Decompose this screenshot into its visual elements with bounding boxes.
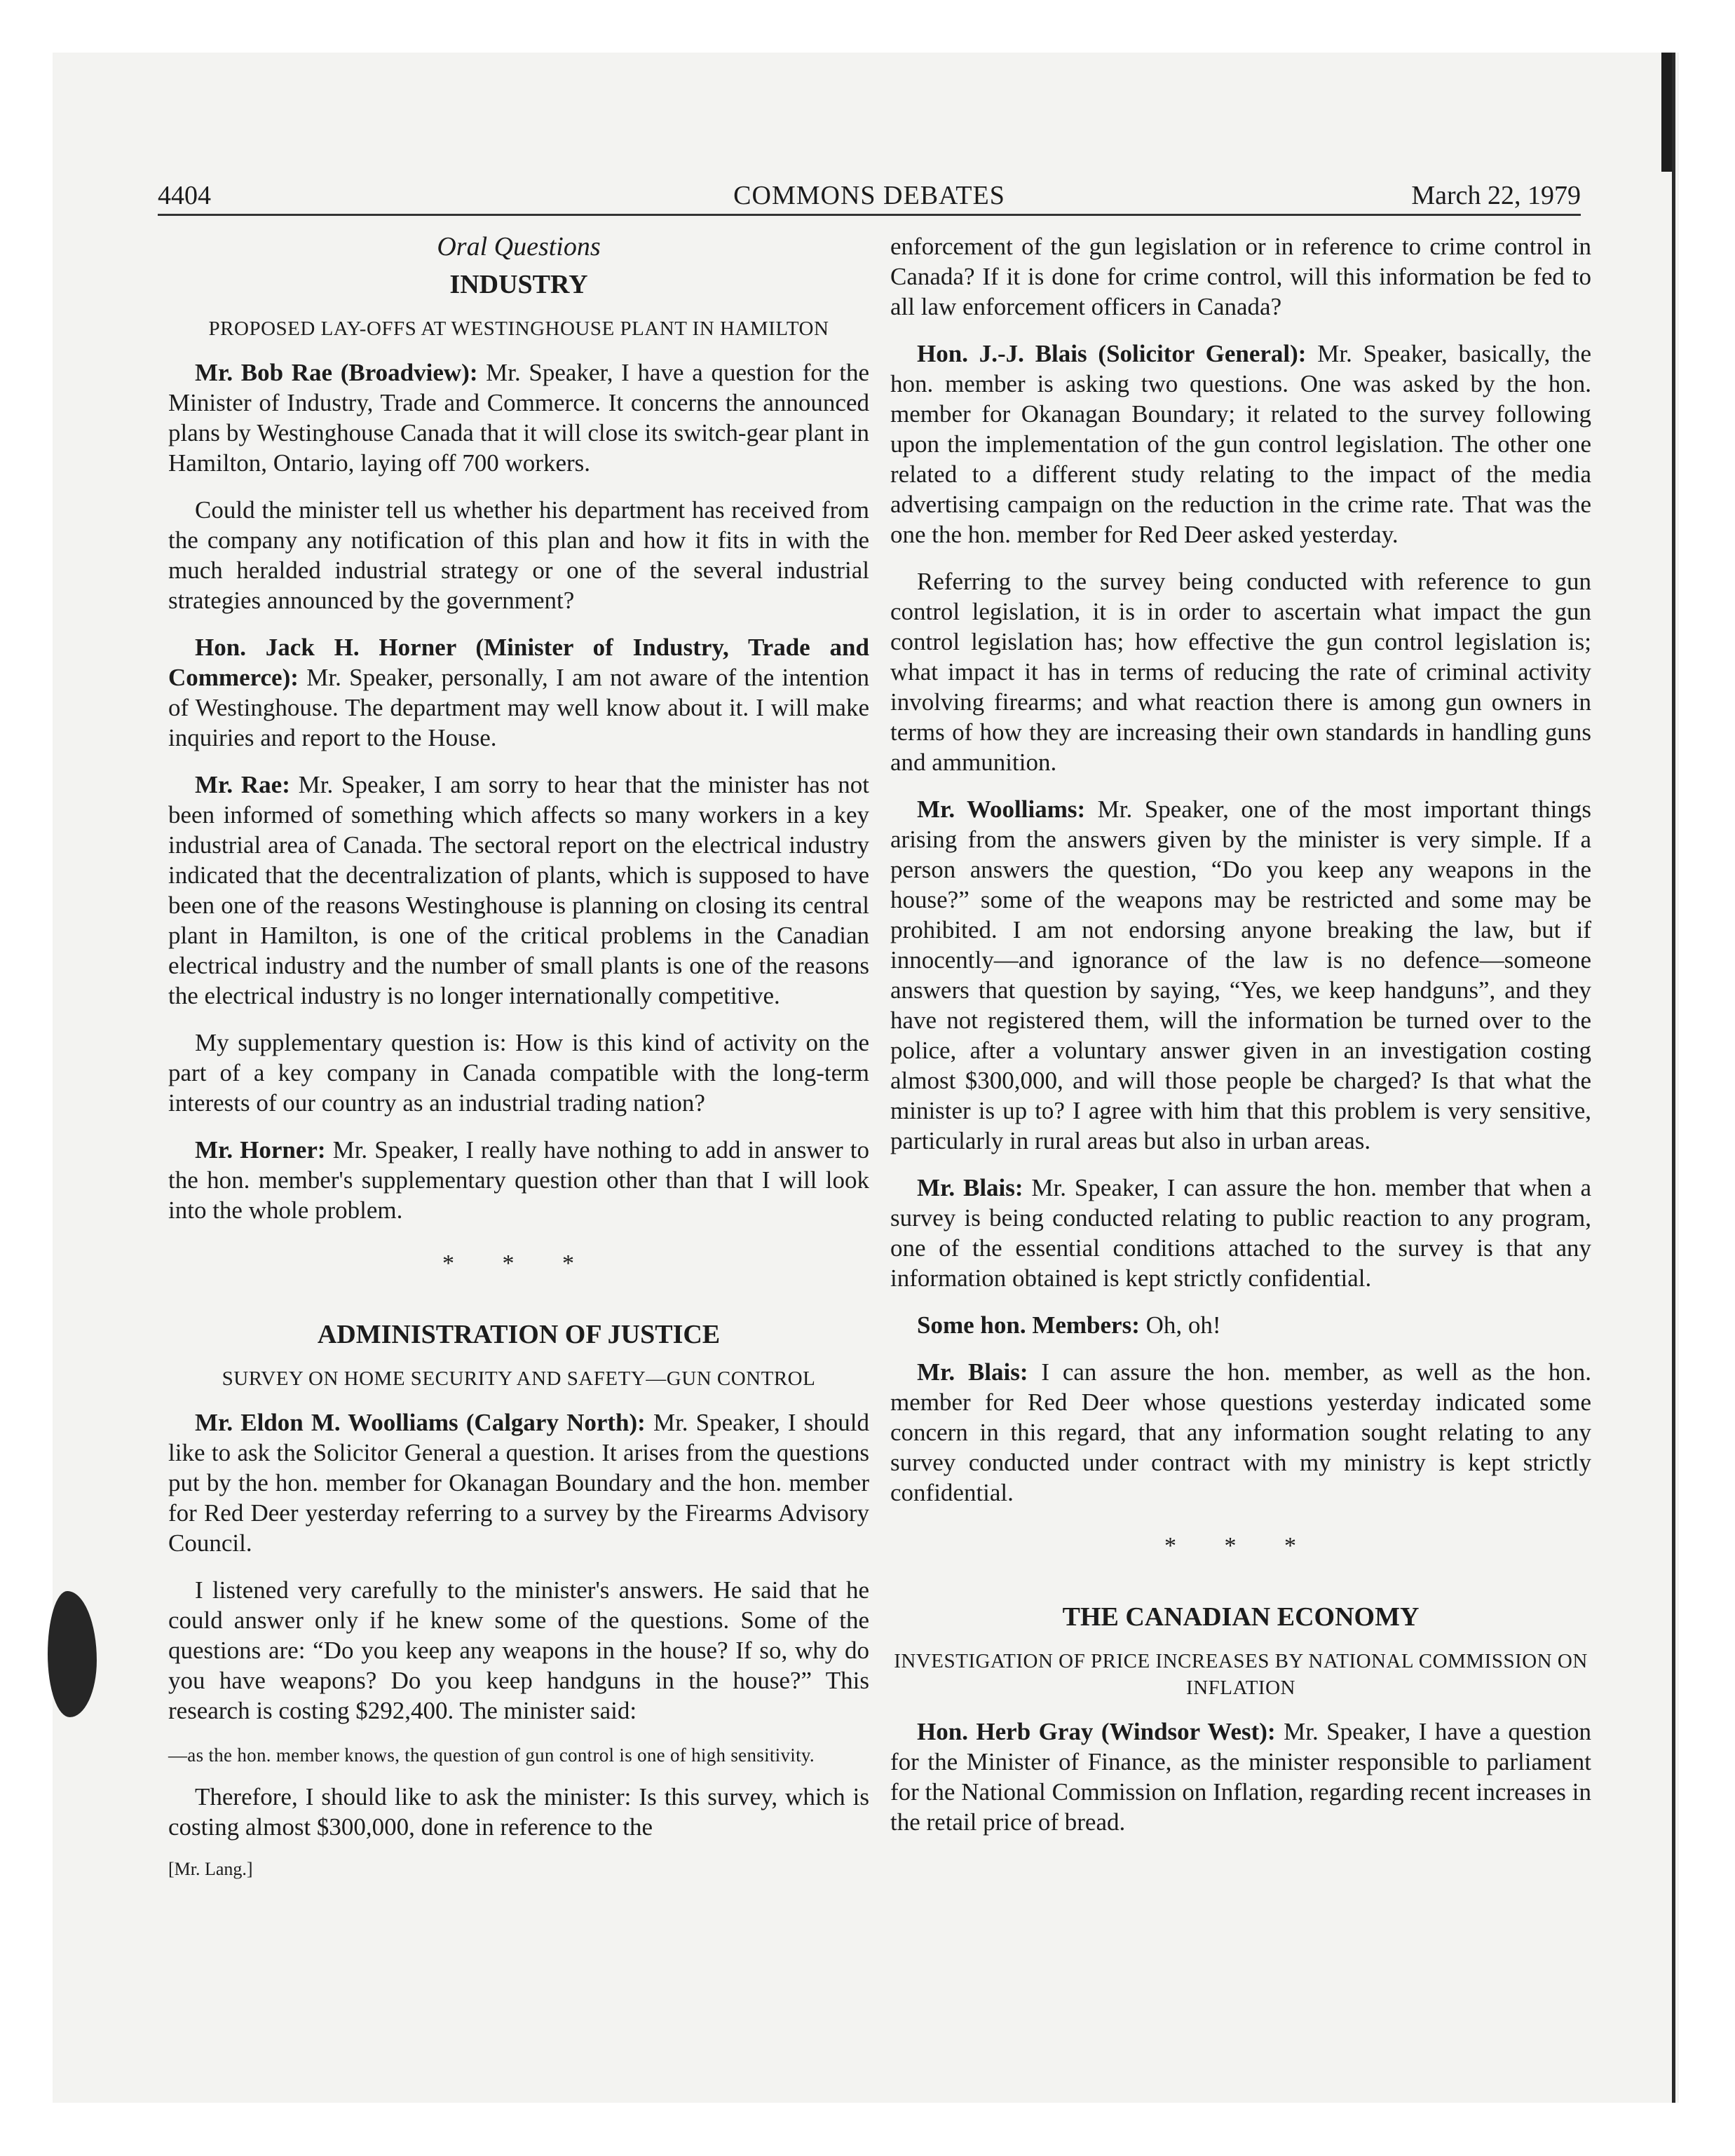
publication-title: COMMONS DEBATES bbox=[733, 181, 1005, 210]
paragraph: Referring to the survey being conducted with reference to gun control legislation, it is in order to ascertain what impact the gun control legislation has; how effective the gun control legislation is; what impact it has in terms of reducing the rate of criminal activity involving firearms; and what reaction there is among gun owners in terms of how they are increasing their own standards in handling guns and ammunition. bbox=[890, 568, 1591, 776]
speech-text: Mr. Speaker, I have a question for the Minister of Finance, as the minister responsible to parliament for the National Commission on Inflation, regarding recent increases in the retail price of bread. bbox=[890, 1718, 1592, 1836]
speech-horner-2 bbox=[168, 1135, 869, 1225]
speech-text: Mr. Speaker, I really have nothing to add in answer to the hon. member's supplementary question other than that I will look into the whole problem. bbox=[168, 1136, 870, 1224]
speaker-name: Mr. Woolliams: bbox=[917, 796, 1086, 823]
speech-text: I can assure the hon. member, as well as the hon. member for Red Deer whose questions yesterday indicated some concern in this regard, that any information sought relating to any survey conducted under contract with my ministry is kept strictly confidential. bbox=[890, 1358, 1591, 1506]
speaker-name: Mr. Horner: bbox=[195, 1136, 326, 1164]
speech-text: Oh, oh! bbox=[1139, 1311, 1221, 1339]
speech-blais-2 bbox=[890, 1173, 1591, 1293]
speaker-name: Hon. Herb Gray (Windsor West): bbox=[917, 1718, 1276, 1745]
block-quote: —as the hon. member knows, the question of gun control is one of high sensitivity. bbox=[168, 1745, 815, 1766]
subheading-layoffs: PROPOSED LAY-OFFS AT WESTINGHOUSE PLANT IN HAMILTON bbox=[208, 318, 829, 340]
section-separator: * * * bbox=[1164, 1533, 1317, 1559]
speech-woolliams-1 bbox=[168, 1407, 869, 1558]
section-heading-industry: INDUSTRY bbox=[449, 270, 588, 299]
speaker-attribution: [Mr. Lang.] bbox=[168, 1859, 253, 1879]
speech-woolliams-2 bbox=[890, 794, 1591, 1156]
speech-rae-2 bbox=[168, 770, 869, 1011]
paragraph: I listened very carefully to the minister's answers. He said that he could answer only if he knew some of the questions. Some of the questions are: “Do you keep any weapons in the house? If so, why do you have weapons? Do you keep handguns in the house?” This research is costing $292,400. The minister said: bbox=[168, 1576, 869, 1724]
scan-edge-line bbox=[1672, 53, 1675, 2103]
speech-text: Mr. Speaker, personally, I am not aware of the intention of Westinghouse. The department may well know about it. I will make inquiries and report to the House. bbox=[168, 664, 869, 751]
speech-gray bbox=[890, 1717, 1591, 1837]
speech-text: Mr. Speaker, I am sorry to hear that the minister has not been informed of something which affects so many workers in a key industrial area of Canada. The sectoral report on the electrical industry indicated that the decentralization of plants, which is supposed to have been one of the reasons Westinghouse is planning on closing its central plant in Hamilton, is one of the critical problems in the Canadian electrical industry and the number of small plants is one of the reasons the electrical industry is no longer internationally competitive. bbox=[168, 771, 869, 1009]
speaker-name: Mr. Blais: bbox=[917, 1358, 1028, 1386]
speech-text: Mr. Speaker, I can assure the hon. member that when a survey is being conducted relating to public reaction to any program, one of the essential conditions attached to the survey is that any information obtained is kept strictly confidential. bbox=[890, 1174, 1591, 1292]
paragraph: Therefore, I should like to ask the minister: Is this survey, which is costing almost $300,000, done in reference to the bbox=[168, 1783, 869, 1841]
subheading-gun-control: SURVEY ON HOME SECURITY AND SAFETY—GUN CONTROL bbox=[222, 1367, 816, 1390]
subheading-inflation: INVESTIGATION OF PRICE INCREASES BY NATIONAL COMMISSION ON INFLATION bbox=[894, 1650, 1588, 1699]
paragraph-continued: enforcement of the gun legislation or in reference to crime control in Canada? If it is done for crime control, will this information be fed to all law enforcement officers in Canada? bbox=[890, 233, 1591, 320]
speech-text: Mr. Speaker, basically, the hon. member is asking two questions. One was asked by the hon. member for Okanagan Boundary; it related to the survey following upon the implementation of the gun control legislation. The other one related to a different study relating to the impact of the media advertising campaign on the reduction in the crime rate. That was the one the hon. member for Red Deer asked yesterday. bbox=[890, 340, 1591, 548]
speech-members bbox=[890, 1310, 1591, 1340]
page-number: 4404 bbox=[158, 181, 211, 210]
right-column bbox=[890, 231, 1591, 1854]
page-date: March 22, 1979 bbox=[1411, 181, 1581, 210]
section-label: Oral Questions bbox=[437, 232, 601, 261]
section-heading-economy: THE CANADIAN ECONOMY bbox=[1062, 1602, 1420, 1632]
speaker-name: Mr. Blais: bbox=[917, 1174, 1023, 1201]
speaker-name: Mr. Eldon M. Woolliams (Calgary North): bbox=[195, 1409, 646, 1436]
speaker-name: Mr. Rae: bbox=[195, 771, 290, 798]
paragraph: My supplementary question is: How is this kind of activity on the part of a key company in Canada compatible with the long-term interests of our country as an industrial trading nation? bbox=[168, 1029, 869, 1117]
speech-blais-1 bbox=[890, 339, 1591, 550]
speaker-name: Hon. J.-J. Blais (Solicitor General): bbox=[917, 340, 1307, 367]
speech-text: Mr. Speaker, I should like to ask the Solicitor General a question. It arises from the questions put by the hon. member for Okanagan Boundary and the hon. member for Red Deer yesterday referring to a survey by the Firearms Advisory Council. bbox=[168, 1409, 869, 1557]
section-separator: * * * bbox=[442, 1250, 595, 1276]
speech-rae-1 bbox=[168, 357, 869, 478]
speaker-name: Hon. Jack H. Horner (Minister of Industry, Trade and Commerce): bbox=[168, 634, 869, 691]
speech-horner-1 bbox=[168, 632, 869, 753]
speech-blais-3 bbox=[890, 1357, 1591, 1508]
page-header bbox=[158, 172, 1581, 216]
speaker-name: Some hon. Members: bbox=[917, 1311, 1140, 1339]
speech-text: Mr. Speaker, I have a question for the Minister of Industry, Trade and Commerce. It concerns the announced plans by Westinghouse Canada that it will close its switch-gear plant in Hamilton, Ontario, laying off 700 workers. bbox=[168, 359, 869, 477]
left-column bbox=[168, 231, 869, 1880]
section-heading-justice: ADMINISTRATION OF JUSTICE bbox=[317, 1320, 721, 1349]
speech-text: Mr. Speaker, one of the most important things arising from the answers given by the minister is very simple. If a person answers the question, “Do you keep any weapons in the house?” some of the weapons may be restricted and some may be prohibited. I am not endorsing anyone breaking the law, but if innocently—and ignorance of the law is no defence—someone answers that question by saying, “Yes, we keep handguns”, and they have not registered them, will the information be turned over to the police, after a voluntary answer given in an investigation costing almost $300,000, and will those people be charged? Is that what the minister is up to? I agree with him that this problem is very sensitive, particularly in rural areas but also in urban areas. bbox=[890, 796, 1591, 1154]
speaker-name: Mr. Bob Rae (Broadview): bbox=[195, 359, 478, 386]
paragraph: Could the minister tell us whether his department has received from the company any notification of this plan and how it fits in with the much heralded industrial strategy or one of the several industrial strategies announced by the government? bbox=[168, 496, 869, 614]
